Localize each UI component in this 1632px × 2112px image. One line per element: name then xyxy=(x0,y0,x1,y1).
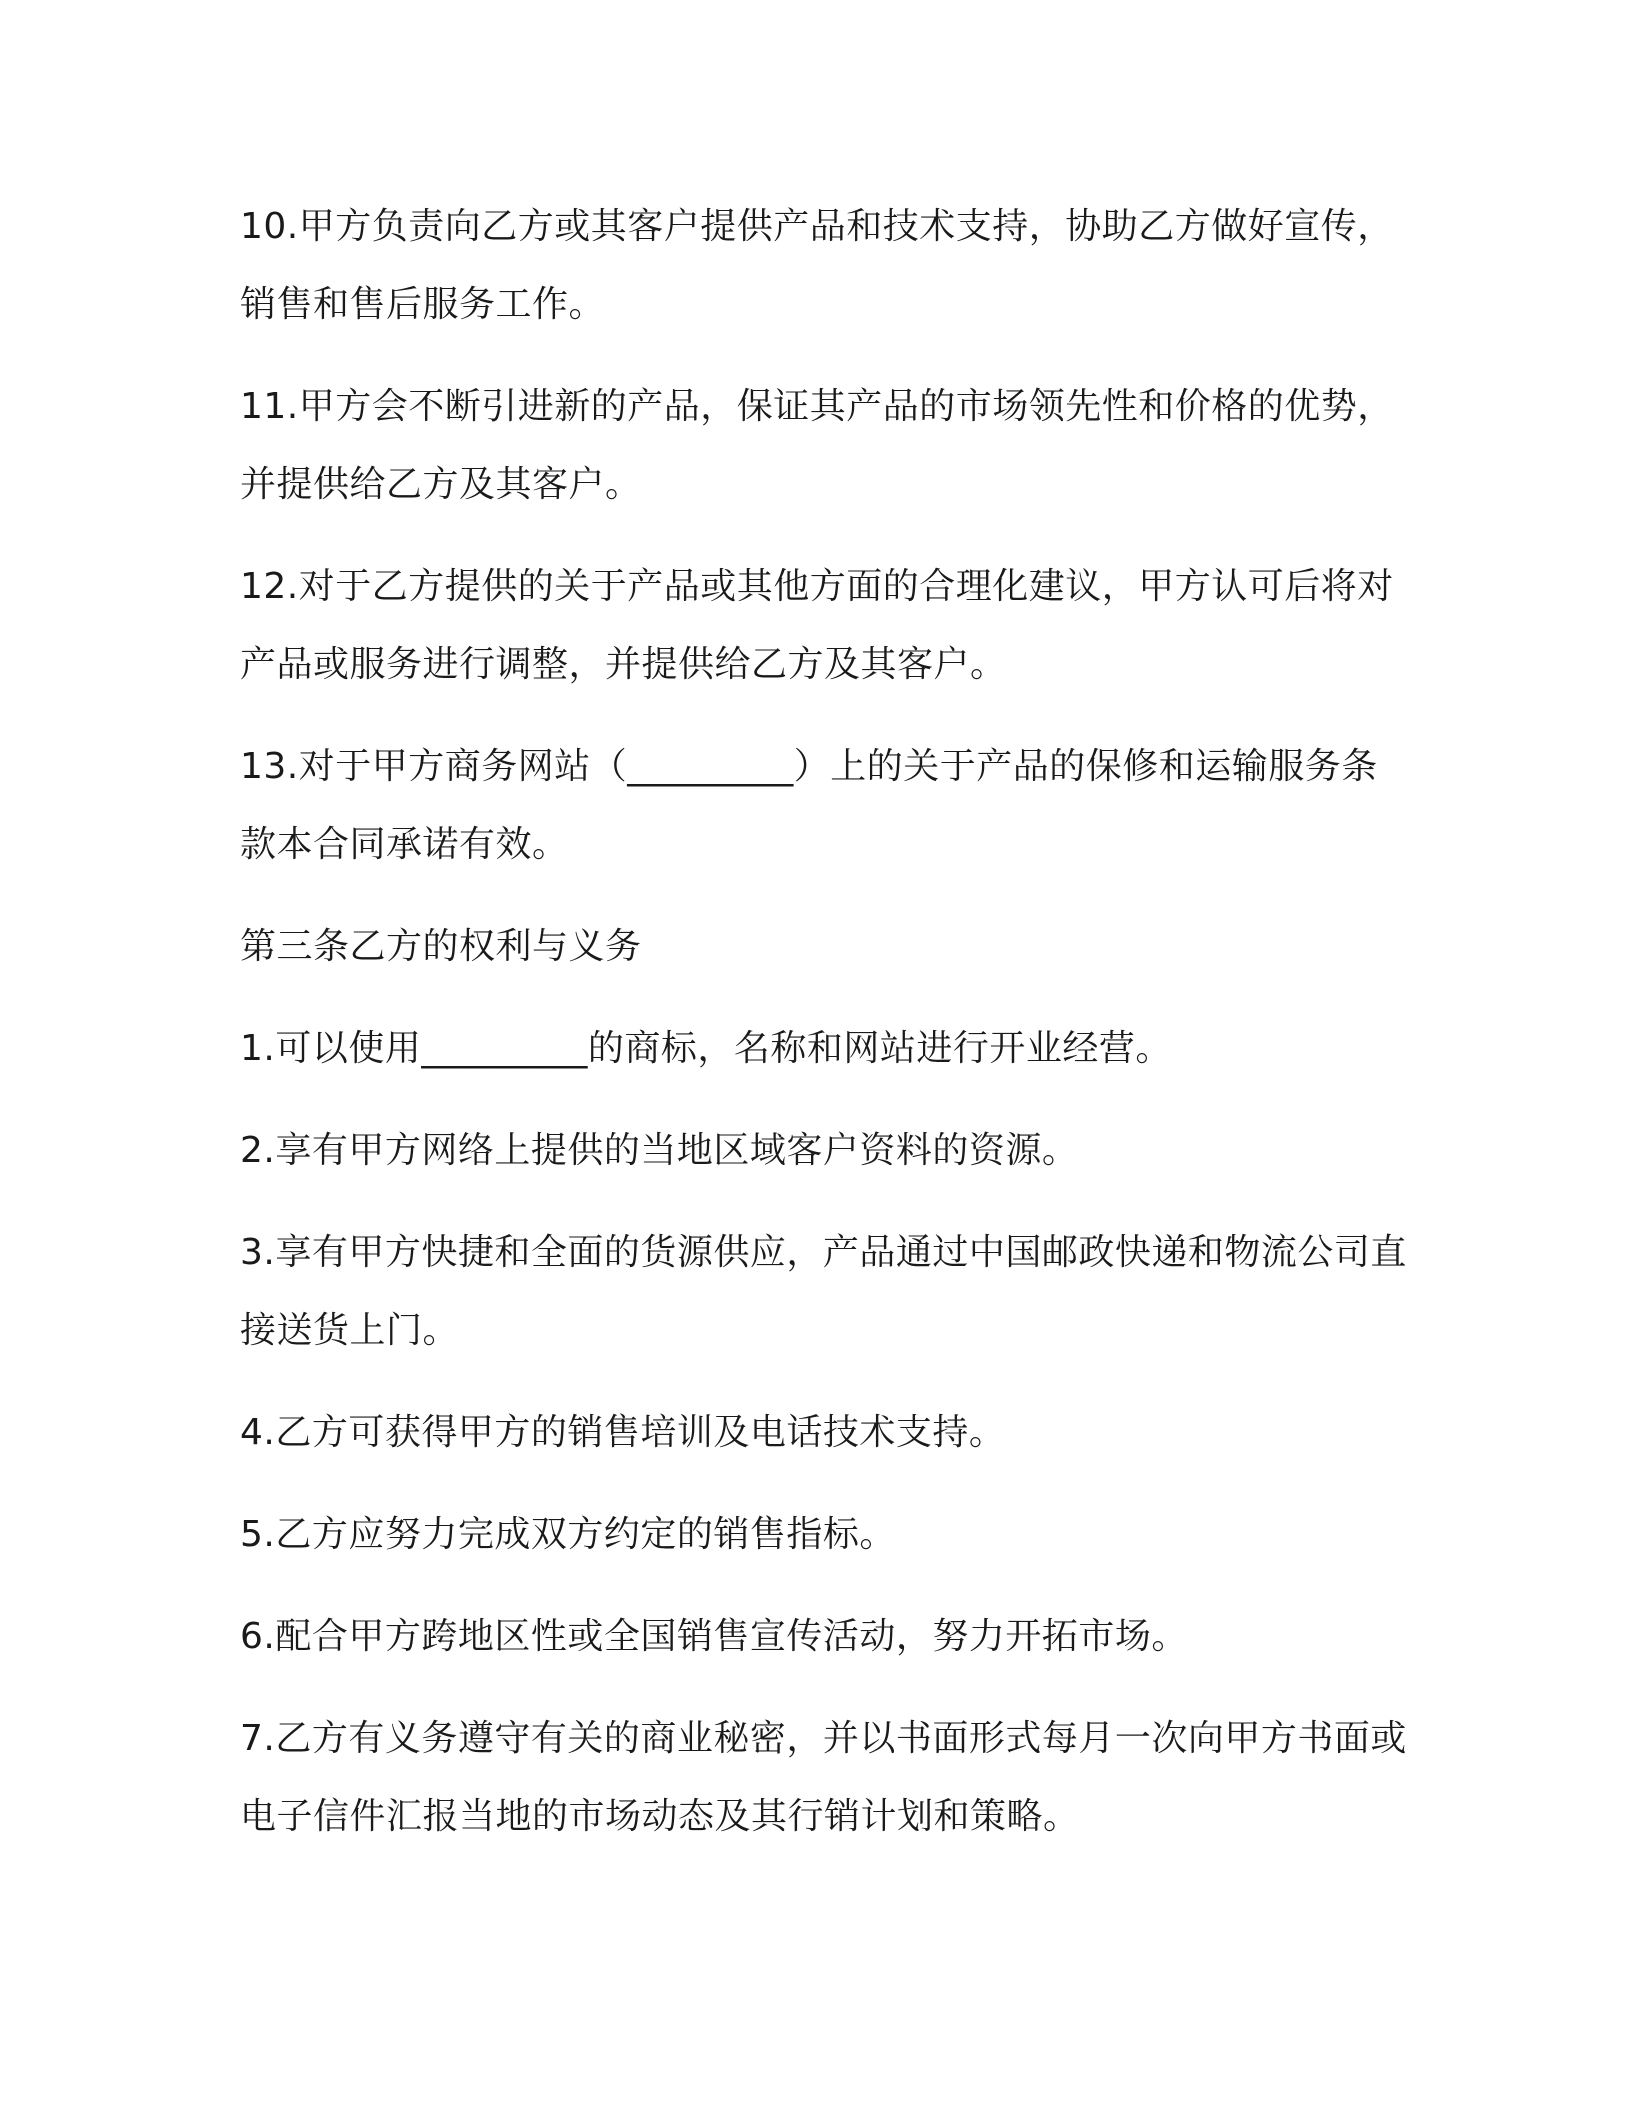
section-heading: 第三条乙方的权利与义务 xyxy=(240,926,642,967)
clause-paragraph: 11.甲方会不断引进新的产品，保证其产品的市场领先性和价格的优势，并提供给乙方及其客户。 xyxy=(240,386,1394,505)
clause-paragraph: 6.配合甲方跨地区性或全国销售宣传活动，努力开拓市场。 xyxy=(240,1616,1188,1657)
clause-paragraph: 13.对于甲方商务网站（_________）上的关于产品的保修和运输服务条款本合同承诺有效。 xyxy=(240,746,1378,865)
clause-paragraph: 7.乙方有义务遵守有关的商业秘密，并以书面形式每月一次向甲方书面或电子信件汇报当地的市场动态及其行销计划和策略。 xyxy=(240,1718,1407,1837)
clause-paragraph: 5.乙方应努力完成双方约定的销售指标。 xyxy=(240,1514,896,1555)
clause-paragraph: 4.乙方可获得甲方的销售培训及电话技术支持。 xyxy=(240,1412,1006,1453)
clause-paragraph: 1.可以使用_________的商标，名称和网站进行开业经营。 xyxy=(240,1028,1172,1069)
clause-paragraph: 2.享有甲方网络上提供的当地区域客户资料的资源。 xyxy=(240,1130,1079,1171)
clause-paragraph: 12.对于乙方提供的关于产品或其他方面的合理化建议，甲方认可后将对产品或服务进行调整，并提供给乙方及其客户。 xyxy=(240,566,1394,685)
clause-paragraph: 3.享有甲方快捷和全面的货源供应，产品通过中国邮政快递和物流公司直接送货上门。 xyxy=(240,1232,1407,1351)
clause-paragraph: 10.甲方负责向乙方或其客户提供产品和技术支持，协助乙方做好宣传，销售和售后服务工作。 xyxy=(240,206,1394,325)
document-body xyxy=(240,188,1410,1880)
